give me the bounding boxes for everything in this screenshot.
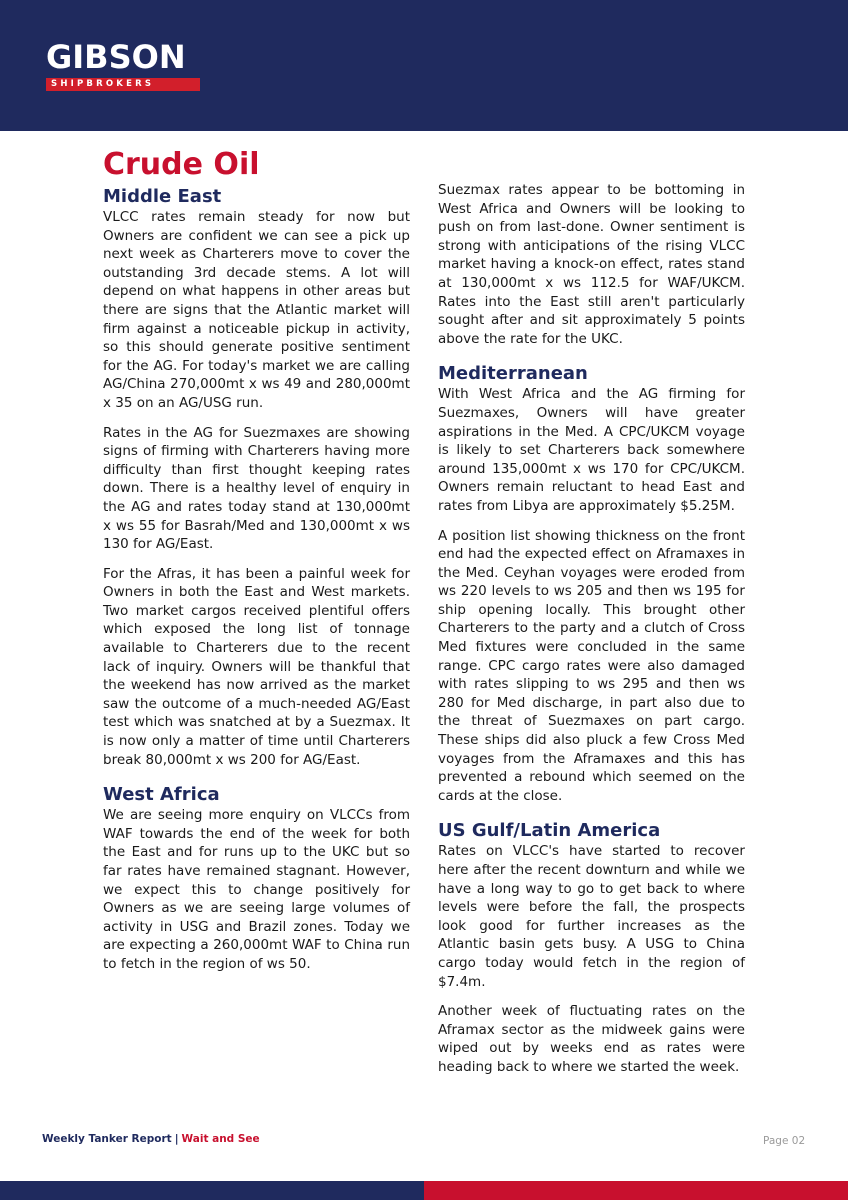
paragraph: A position list showing thickness on the front end had the expected effect on Aframaxes in the Med. Ceyhan voyages were eroded from ws 220 levels to ws 205 and then ws 195 for ship opening locally. This brought other Charterers to the party and a clutch of Cross Med fixtures were concluded in the same range. CPC cargo rates were also damaged with rates slipping to ws 295 and then ws 280 for Med discharge, in part also due to the threat of Suezmaxes on part cargo. These ships did also pluck a few Cross Med voyages from the Aframaxes and this has prevented a rebound which seemed on the cards at the close. bbox=[438, 527, 745, 804]
footer-report-title bbox=[42, 1133, 260, 1145]
paragraph: VLCC rates remain steady for now but Owners are confident we can see a pick up next week as Charterers move to cover the outstanding 3rd decade stems. A lot will depend on what happens in other areas but there are signs that the Atlantic market will firm against a noticeable pickup in activity, so this should generate positive sentiment for the AG. For today's market we are calling AG/China 270,000mt x ws 49 and 280,000mt x 35 on an AG/USG run. bbox=[103, 209, 410, 411]
issue-title: Wait and See bbox=[181, 1133, 260, 1145]
footer-separator: | bbox=[174, 1133, 179, 1145]
page-header bbox=[0, 0, 848, 131]
logo-subtitle: SHIPBROKERS bbox=[46, 78, 200, 91]
paragraph: Another week of fluctuating rates on the Aframax sector as the midweek gains were wiped out by weeks end as rates were heading back to where we started the week. bbox=[438, 1003, 745, 1075]
left-column bbox=[103, 145, 410, 974]
gibson-logo bbox=[46, 38, 202, 91]
paragraph: Rates in the AG for Suezmaxes are showing signs of firming with Charterers having more difficulty than first thought keeping rates down. There is a healthy level of enquiry in the AG and rates today stand at 130,000mt x ws 55 for Basrah/Med and 130,000mt x ws 130 for AG/East. bbox=[103, 424, 410, 553]
paragraph: Suezmax rates appear to be bottoming in West Africa and Owners will be looking to push on from last-done. Owner sentiment is strong with anticipations of the rising VLCC market having a knock-on effect, rates stand at 130,000mt x ws 112.5 for WAF/UKCM. Rates into the East still aren't particularly sought after and sit approximately 5 points above the rate for the UKC. bbox=[438, 182, 745, 347]
logo-wordmark: GIBSON bbox=[46, 38, 186, 76]
section-heading-mediterranean: Mediterranean bbox=[438, 363, 588, 385]
section-heading-middle-east: Middle East bbox=[103, 186, 222, 207]
footer-bar-navy bbox=[0, 1181, 424, 1200]
footer-bar-red bbox=[424, 1181, 848, 1200]
paragraph: Rates on VLCC's have started to recover here after the recent downturn and while we have a long way to go to get back to where levels were before the fall, the prospects look good for further increases as the Atlantic basin gets busy. A USG to China cargo today would fetch in the region of $7.4m. bbox=[438, 843, 745, 990]
page-number: Page 02 bbox=[763, 1135, 806, 1147]
page-title: Crude Oil bbox=[103, 147, 260, 182]
paragraph: With West Africa and the AG firming for Suezmaxes, Owners will have greater aspirations in the Med. A CPC/UKCM voyage is likely to set Charterers back somewhere around 135,000mt x ws 170 for CPC/UKCM. Owners remain reluctant to head East and rates from Libya are approximately $5.25M. bbox=[438, 386, 745, 514]
paragraph: We are seeing more enquiry on VLCCs from WAF towards the end of the week for both the East and for runs up to the UKC but so far rates have remained stagnant. However, we expect this to change positively for Owners as we are seeing large volumes of activity in USG and Brazil zones. Today we are expecting a 260,000mt WAF to China run to fetch in the region of ws 50. bbox=[103, 807, 410, 972]
paragraph: For the Afras, it has been a painful week for Owners in both the East and West markets. Two market cargos received plentiful offers which exposed the long list of tonnage available to Charterers due to the recent lack of inquiry. Owners will be thankful that the weekend has now arrived as the market saw the outcome of a much-needed AG/East test which was snatched at by a Suezmax. It is now only a matter of time until Charterers break 80,000mt x ws 200 for AG/East. bbox=[103, 565, 410, 768]
report-name: Weekly Tanker Report bbox=[42, 1133, 172, 1145]
section-heading-west-africa: West Africa bbox=[103, 784, 220, 806]
section-heading-us-gulf: US Gulf/Latin America bbox=[438, 820, 661, 842]
right-column bbox=[438, 181, 745, 1077]
